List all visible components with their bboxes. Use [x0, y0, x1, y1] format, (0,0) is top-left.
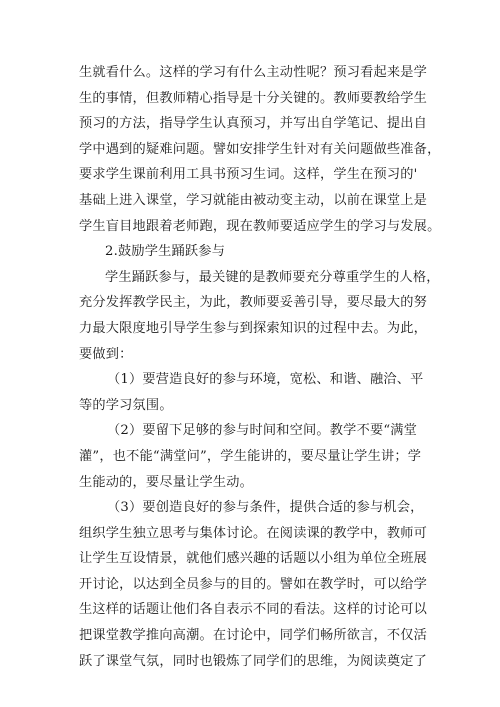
- text-line: 灌”，也不能“满堂问”，学生能讲的，要尽量让学生讲；学: [79, 448, 422, 464]
- text-line: 跃了课堂气氛，同时也锻炼了同学们的思维，为阅读奠定了: [79, 653, 428, 669]
- list-item-2: （2）要留下足够的参与时间和空间。教学不要“满堂: [107, 423, 418, 439]
- text-line: 组织学生独立思考与集体讨论。在阅读课的教学中，教师可: [79, 525, 428, 541]
- text-line: 学中遇到的疑难问题。譬如安排学生针对有关问题做些准备，: [79, 141, 441, 157]
- text-line: 生的事情，但教师精心指导是十分关键的。教师要教给学生: [79, 90, 428, 106]
- text-line: 力最大限度地引导学生参与到探索知识的过程中去。为此，: [79, 320, 428, 336]
- document-body: [79, 60, 441, 674]
- text-line: 基础上进入课堂，学习就能由被动变主动，以前在课堂上是: [79, 192, 428, 208]
- text-line: 开讨论，以达到全员参与的目的。譬如在教学时，可以给学: [79, 576, 428, 592]
- text-line: 把课堂教学推向高潮。在讨论中，同学们畅所欲言，不仅活: [79, 628, 428, 644]
- text-line: 要求学生课前利用工具书预习生词。这样，学生在预习的': [79, 167, 418, 183]
- text-line: 生这样的话题让他们各自表示不同的看法。这样的讨论可以: [79, 602, 428, 618]
- list-item-1: （1）要营造良好的参与环境，宽松、和谐、融洽、平: [107, 372, 424, 388]
- text-line: 学生盲目地跟着老师跑，现在教师要适应学生的学习与发展。: [79, 218, 441, 234]
- text-line: 预习的方法，指导学生认真预习，并写出自学笔记、提出自: [79, 116, 428, 132]
- paragraph-first-line: 学生踊跃参与，最关键的是教师要充分尊重学生的人格，: [105, 269, 440, 285]
- text-line: 要做到：: [79, 346, 133, 362]
- text-line: 生就看什么。这样的学习有什么主动性呢？预习看起来是学: [79, 65, 428, 80]
- text-line: 充分发挥教学民主，为此，教师要妥善引导，要尽最大的努: [79, 295, 428, 311]
- text-line: 让学生互设情景，就他们感兴趣的话题以小组为单位全班展: [79, 551, 428, 567]
- list-item-3: （3）要创造良好的参与条件，提供合适的参与机会，: [107, 500, 424, 516]
- text-line: 生能动的，要尽量让学生动。: [79, 474, 254, 490]
- text-line: 等的学习氛围。: [79, 397, 173, 413]
- section-heading: 2.鼓励学生踊跃参与: [105, 244, 226, 260]
